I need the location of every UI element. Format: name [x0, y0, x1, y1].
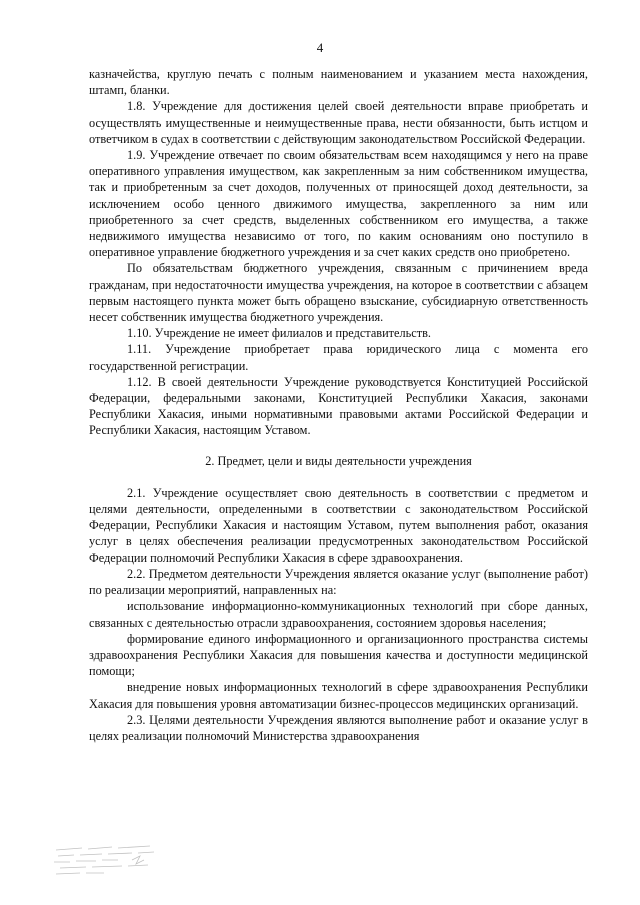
- stamp-mark: [52, 842, 160, 878]
- paragraph-1-8: 1.8. Учреждение для достижения целей своей деятельности вправе приобретать и осуществлять имущественные и неимущественные права, нести обязанности, быть истцом и ответчиком в судах в соответствии с действующим законодательством Российской Федерации.: [89, 99, 588, 146]
- paragraph-2-2: 2.2. Предметом деятельности Учреждения является оказание услуг (выполнение работ) по реализации мероприятий, направленных на:: [89, 566, 588, 598]
- paragraph-1-12: 1.12. В своей деятельности Учреждение руководствуется Конституцией Российской Федерации, федеральными законами, Конституцией Республики Хакасия, законами Республики Хакасия, иными нормативными правовыми актами Российской Федерации и Республики Хакасия, настоящим Уставом.: [89, 374, 588, 438]
- paragraph-continuation: казначейства, круглую печать с полным наименованием и указанием места нахождения, штамп, бланки.: [89, 67, 588, 98]
- paragraph-1-9-liability: По обязательствам бюджетного учреждения, связанным с причинением вреда гражданам, при недостаточности имущества учреждения, на которое в соответствии с абзацем первым настоящего пункта может быть обращено взыскание, субсидиарную ответственность несет собственник имущества бюджетного учреждения.: [89, 261, 588, 325]
- paragraph-1-10: 1.10. Учреждение не имеет филиалов и представительств.: [127, 326, 431, 341]
- page-number: 4: [316, 40, 324, 55]
- paragraph-2-2-item-2: формирование единого информационного и организационного пространства системы здравоохранения Республики Хакасия для повышения качества и доступности медицинской помощи;: [89, 631, 588, 679]
- paragraph-2-2-item-3: внедрение новых информационных технологий в сфере здравоохранения Республики Хакасия для повышения уровня автоматизации бизнес-процессов медицинских организаций.: [89, 680, 588, 711]
- paragraph-2-2-item-1: использование информационно-коммуникационных технологий при сборе данных, связанных с деятельностью отрасли здравоохранения, состоянием здоровья населения;: [89, 599, 588, 630]
- paragraph-2-3: 2.3. Целями деятельности Учреждения являются выполнение работ и оказание услуг в целях реализации полномочий Министерства здравоохранения: [89, 712, 588, 743]
- section-heading: 2. Предмет, цели и виды деятельности учреждения: [205, 453, 472, 468]
- paragraph-1-11: 1.11. Учреждение приобретает права юридического лица с момента его государственной регистрации.: [89, 342, 588, 373]
- document-body: [89, 66, 588, 744]
- paragraph-2-1: 2.1. Учреждение осуществляет свою деятельность в соответствии с предметом и целями деятельности, определенными в соответствии с законодательством Российской Федерации, Республики Хакасия и настоящим Уставом, путем выполнения работ, оказания услуг в целях обеспечения реализации предусмотренных законодательством Российской Федерации полномочий Республики Хакасия в сфере здравоохранения.: [89, 485, 588, 565]
- paragraph-1-9: 1.9. Учреждение отвечает по своим обязательствам всем находящимся у него на праве оперативного управления имуществом, как закрепленным за ним собственником имущества, так и приобретенным за счет доходов, полученных от приносящей доход деятельности, за исключением особо ценного движимого имущества, закрепленного за ним или приобретенного за счет средств, выделенных собственником его имущества, а также недвижимого имущества независимо от того, по каким основаниям оно поступило в оперативное управление бюджетного учреждения и за счет каких средств оно приобретено.: [89, 148, 588, 260]
